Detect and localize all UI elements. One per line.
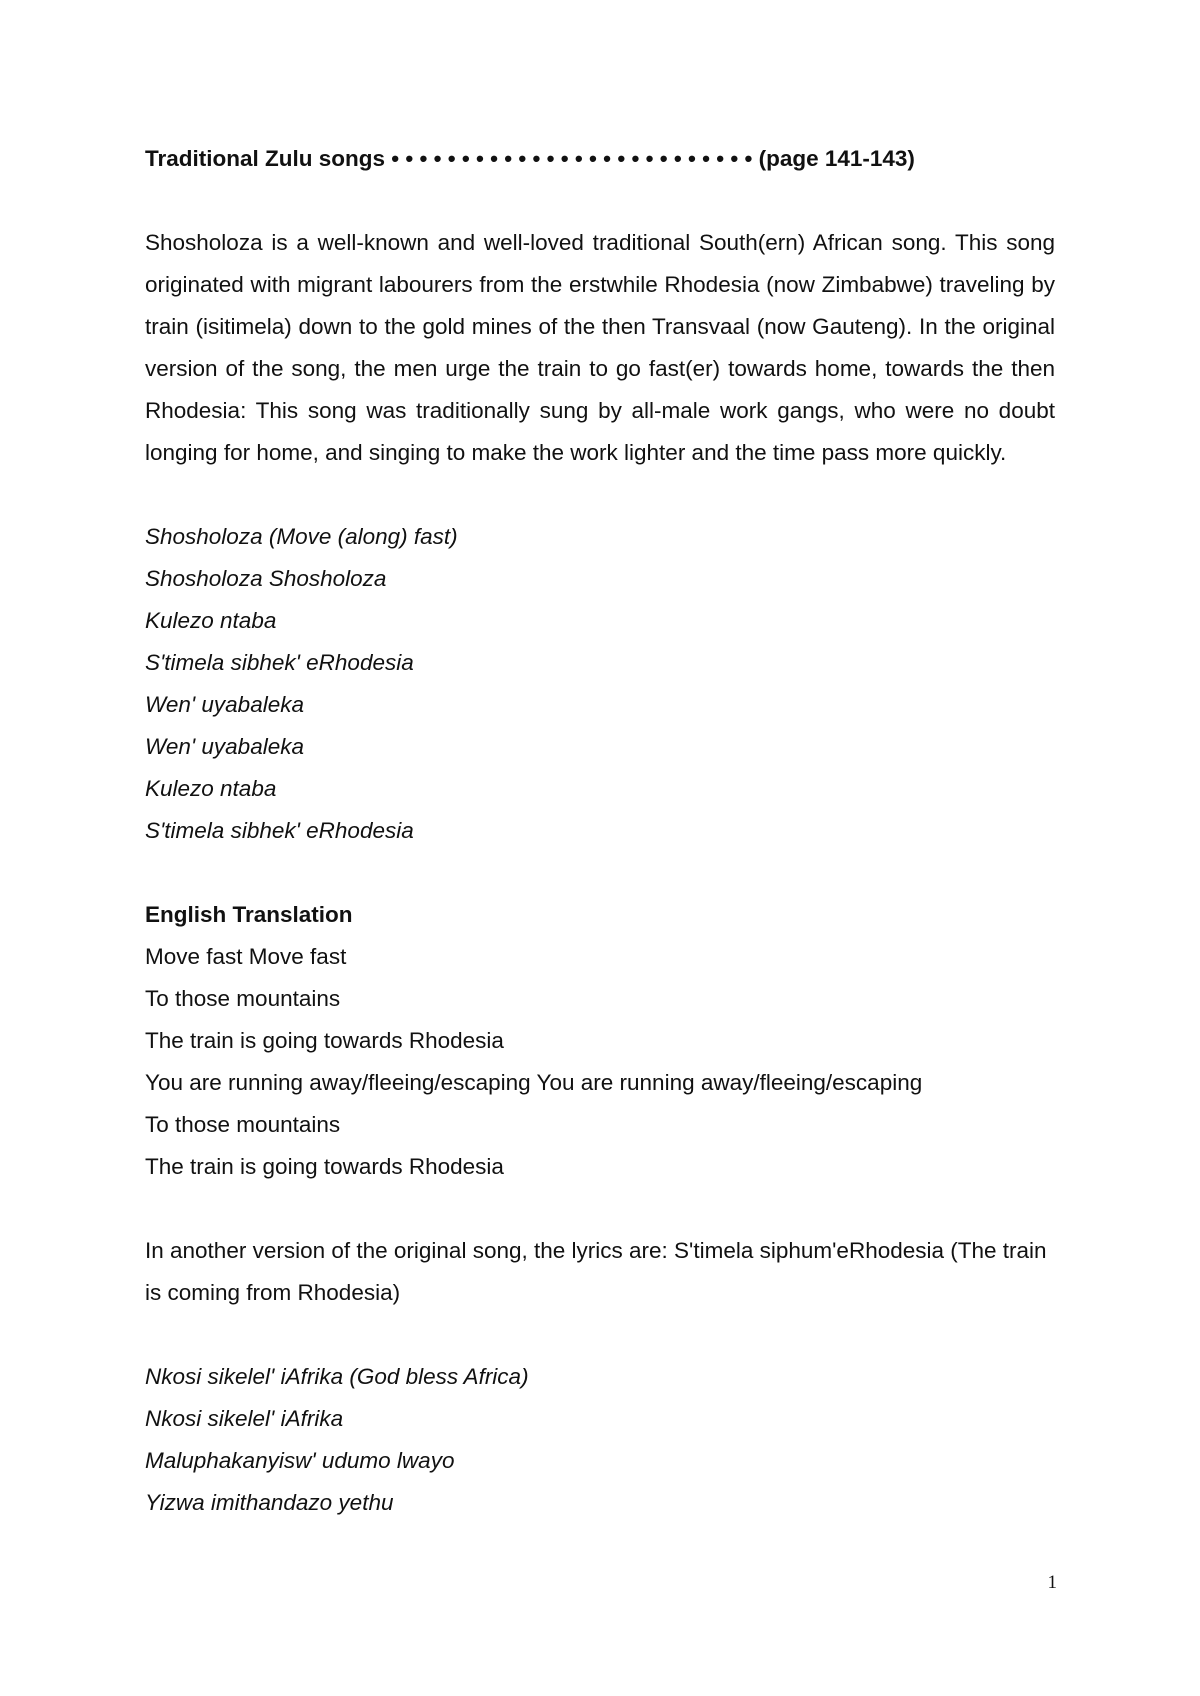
lyric-line: Maluphakanyisw' udumo lwayo xyxy=(145,1448,455,1473)
translation-line: You are running away/fleeing/escaping You are running away/fleeing/escaping xyxy=(145,1070,923,1095)
lyric-line: Nkosi sikelel' iAfrika xyxy=(145,1406,344,1431)
translation-heading: English Translation xyxy=(145,902,353,927)
spacer xyxy=(145,474,1055,516)
translation-line: To those mountains xyxy=(145,986,341,1011)
page-number: 1 xyxy=(1047,1572,1057,1593)
translation-line: The train is going towards Rhodesia xyxy=(145,1028,504,1053)
lyric-line: Shosholoza (Move (along) fast) xyxy=(145,524,458,549)
document-title: Traditional Zulu songs • • • • • • • • • • • • • • • • • • • • • • • • • • (page 141-143) xyxy=(145,146,915,171)
intro-paragraph: Shosholoza is a well-known and well-loved traditional South(ern) African song. This song originated with migrant labourers from the erstwhile Rhodesia (now Zimbabwe) traveling by train (isitimela) down to the gold mines of the then Transvaal (now Gauteng). In the original version of the song, the men urge the train to go fast(er) towards home, towards the then Rhodesia: This song was traditionally sung by all-male work gangs, who were no doubt longing for home, and singing to make the work lighter and the time pass more quickly. xyxy=(145,230,1055,465)
lyric-line: Shosholoza Shosholoza xyxy=(145,566,387,591)
translation-line: The train is going towards Rhodesia xyxy=(145,1154,504,1179)
song2-lyrics xyxy=(145,1356,1055,1524)
lyric-line: S'timela sibhek' eRhodesia xyxy=(145,818,414,843)
spacer xyxy=(145,180,1055,222)
lyric-line: Kulezo ntaba xyxy=(145,608,277,633)
lyric-line: Wen' uyabaleka xyxy=(145,692,304,717)
song1-lyrics xyxy=(145,516,1055,852)
lyric-line: Nkosi sikelel' iAfrika (God bless Africa) xyxy=(145,1364,529,1389)
lyric-line: S'timela sibhek' eRhodesia xyxy=(145,650,414,675)
lyric-line: Wen' uyabaleka xyxy=(145,734,304,759)
translation-line: Move fast Move fast xyxy=(145,944,347,969)
lyric-line: Yizwa imithandazo yethu xyxy=(145,1490,394,1515)
translation-lines xyxy=(145,936,1055,1188)
spacer xyxy=(145,1314,1055,1356)
translation-line: To those mountains xyxy=(145,1112,341,1137)
spacer xyxy=(145,852,1055,894)
version-paragraph: In another version of the original song, the lyrics are: S'timela siphum'eRhodesia (The train is coming from Rhodesia) xyxy=(145,1238,1047,1305)
spacer xyxy=(145,1188,1055,1230)
lyric-line: Kulezo ntaba xyxy=(145,776,277,801)
